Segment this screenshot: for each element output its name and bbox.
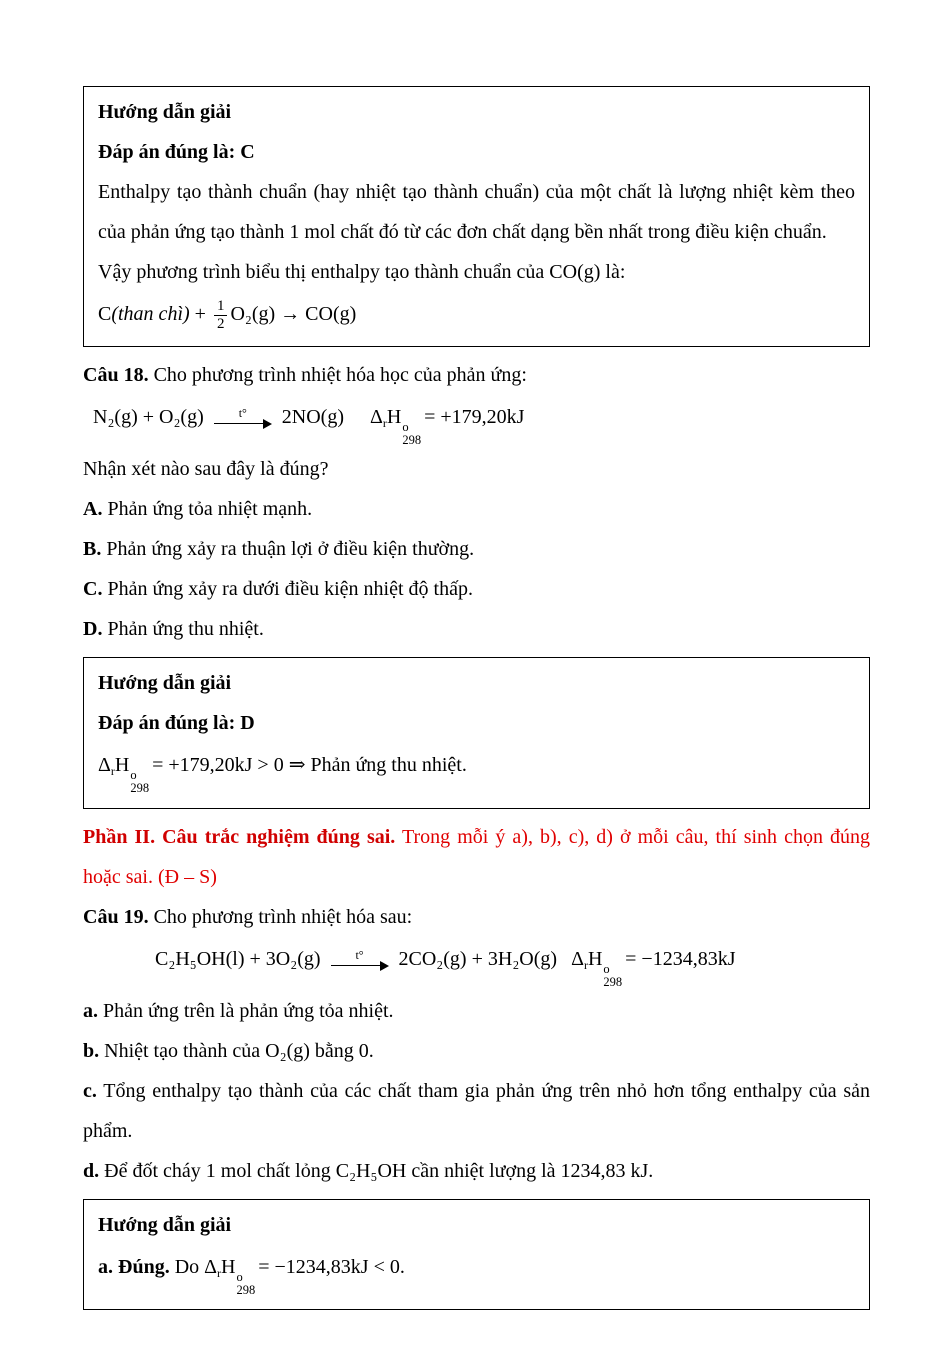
solution-line-a [98,1247,855,1297]
option-text: Phản ứng thu nhiệt. [107,618,264,641]
statement-text: Nhiệt tạo thành của O₂(g) bằng 0. [104,1039,374,1062]
delta-h-notation [98,754,284,796]
temperature-sub: 298 [603,974,623,989]
fraction-one-half: $\frac{1}{2}$ [214,298,228,332]
equation-tail: O₂(g) → CO(g) [230,303,357,325]
equation-note-italic: (than chì) [111,303,190,325]
equation-lhs: C₂H₅OH(l) + 3O₂(g) [155,947,321,970]
statement-d [83,1151,870,1191]
statement-label: d. [83,1159,100,1182]
part2-heading [83,817,870,897]
delta-symbol: Δ [571,947,584,970]
degree-sup: o [130,768,137,783]
h-symbol: H [221,1255,236,1278]
solution-title: Hướng dẫn giải [98,1213,232,1236]
standard-state-supsub [402,421,421,447]
arrow-temperature-label: t° [355,947,364,962]
question-number: Câu 18. [83,364,149,386]
option-text: Phản ứng xảy ra thuận lợi ở điều kiện thường. [106,538,475,561]
part2-heading-rest: Trong mỗi ý a), b), c), d) ở mỗi câu, thí sinh chọn đúng hoặc sai. (Đ – S) [83,825,870,888]
enthalpy-value: = +179,20kJ [424,406,525,428]
statement-b [83,1031,870,1071]
degree-sup: o [402,420,409,434]
tail-text: < 0. [373,1255,405,1278]
conclusion-text: Phản ứng thu nhiệt. [310,754,467,777]
option-label: B. [83,538,102,561]
option-c [83,569,870,609]
delta-symbol: Δ [204,1255,218,1278]
equation-rhs: 2CO₂(g) + 3H₂O(g) [398,947,558,970]
statement-label: a. [83,999,98,1022]
question-number: Câu 19. [83,905,149,928]
question-intro-text: Cho phương trình nhiệt hóa sau: [153,905,413,928]
subscript-r: r [382,416,387,430]
option-label: C. [83,578,103,601]
standard-state-supsub [130,769,149,795]
verdict-label: a. Đúng. [98,1255,170,1278]
statement-text: Để đốt cháy 1 mol chất lỏng C₂H₅OH cần nhiệt lượng là 1234,83 kJ. [104,1159,654,1182]
standard-state-supsub [236,1271,255,1297]
option-a [83,489,870,529]
question-19 [83,897,870,1191]
question-intro [83,355,870,395]
temperature-sub: 298 [130,781,150,796]
equation-rhs: 2NO(g) [281,406,344,428]
implies-arrow: ⇒ [288,754,306,777]
temperature-sub: 298 [402,433,422,448]
option-label: D. [83,618,103,641]
delta-h-notation [571,947,736,989]
h-symbol: H [114,754,130,777]
solution-box-q17 [83,86,870,347]
temperature-sub: 298 [236,1282,256,1297]
option-text: Phản ứng tỏa nhiệt mạnh. [107,498,313,521]
solution-box-q18 [83,657,870,808]
equation-plus: + [189,303,211,325]
option-b [83,529,870,569]
subscript-r: r [583,957,588,972]
h-symbol: H [587,947,603,970]
solution-title: Hướng dẫn giải [98,101,232,123]
enthalpy-value: = −1234,83kJ [258,1255,369,1278]
question-intro [83,897,870,937]
option-text: Phản ứng xảy ra dưới điều kiện nhiệt độ thấp. [107,578,473,601]
statement-label: b. [83,1039,100,1062]
enthalpy-value: = +179,20kJ > 0 [152,754,284,777]
option-d [83,609,870,649]
delta-symbol: Δ [98,754,111,777]
correct-answer-line: Đáp án đúng là: C [98,141,255,163]
subscript-r: r [110,764,115,779]
h-symbol: H [386,406,402,428]
standard-state-supsub [603,963,622,989]
degree-sup: o [603,961,610,976]
explanation-paragraph: Enthalpy tạo thành chuẩn (hay nhiệt tạo thành chuẩn) của một chất là lượng nhiệt kèm theo của phản ứng tạo thành 1 mol chất đó từ các đơn chất dạng bền nhất trong điều kiện chuẩn. [98,181,855,243]
degree-sup: o [236,1269,243,1284]
solution-reasoning [98,745,855,795]
formation-equation [98,294,855,334]
connector-text: Do [174,1255,200,1278]
statement-label: c. [83,1079,97,1102]
equation-lead-line: Vậy phương trình biểu thị enthalpy tạo thành chuẩn của CO(g) là: [98,261,626,283]
equation-lhs: N₂(g) + O₂(g) [93,406,204,428]
subscript-r: r [217,1265,222,1280]
thermochemical-equation [155,939,870,989]
question-18 [83,355,870,649]
arrow-temperature-label: t° [238,406,247,421]
equation-element: C [98,303,112,325]
statement-text: Tổng enthalpy tạo thành của các chất tham gia phản ứng trên nhỏ hơn tổng enthalpy của sản phẩm. [83,1079,871,1142]
thermochemical-equation [93,397,870,447]
solution-box-q19 [83,1199,870,1310]
question-prompt: Nhận xét nào sau đây là đúng? [83,458,329,481]
statement-c [83,1071,870,1151]
reaction-arrow [214,407,272,429]
arrow-shaft [214,419,272,429]
reaction-arrow [331,949,389,971]
enthalpy-value: = −1234,83kJ [625,947,736,970]
question-intro-text: Cho phương trình nhiệt hóa học của phản ứng: [153,364,527,386]
solution-title: Hướng dẫn giải [98,672,232,695]
arrow-shaft [331,961,389,971]
delta-h-notation [204,1255,369,1297]
statement-a [83,991,870,1031]
option-label: A. [83,498,103,521]
delta-symbol: Δ [369,406,383,428]
part2-heading-bold: Phần II. Câu trắc nghiệm đúng sai. [83,825,396,848]
correct-answer-line: Đáp án đúng là: D [98,712,255,735]
delta-h-notation [369,406,525,448]
statement-text: Phản ứng trên là phản ứng tỏa nhiệt. [103,999,394,1022]
